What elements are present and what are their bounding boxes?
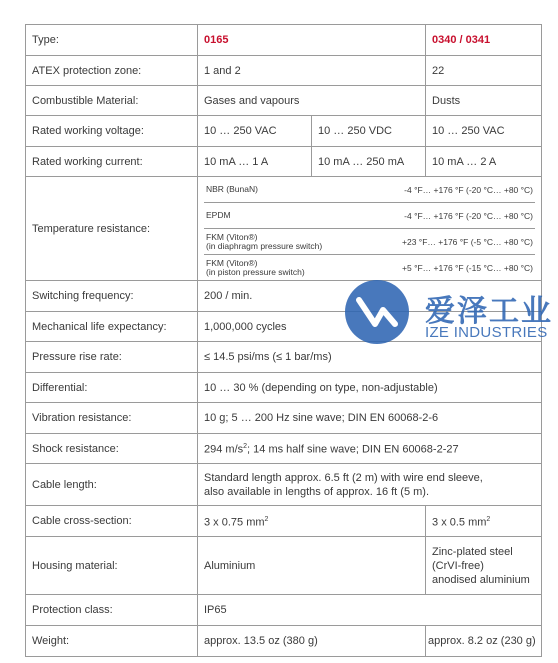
row-cable-length	[26, 464, 542, 506]
temp-material: EPDM	[206, 210, 231, 220]
cell-value: 3 x 0.5 $mm^2$	[426, 506, 542, 537]
row-label: Vibration resistance:	[26, 403, 198, 434]
row-label: ATEX protection zone:	[26, 56, 198, 86]
cell-value: approx. 13.5 oz (380 g)	[198, 626, 426, 657]
cell-value: 10 … 250 VDC	[312, 116, 426, 147]
temp-range: -4 °F… +176 °F (-20 °C… +80 °C)	[404, 184, 534, 195]
row-differential	[26, 373, 542, 403]
cell-value: Gases and vapours	[198, 86, 426, 116]
cell-value: 1 and 2	[198, 56, 426, 86]
row-label: Rated working voltage:	[26, 116, 198, 147]
cell-value: 22	[426, 56, 542, 86]
cell-value: Standard length approx. 6.5 ft (2 m) with wire end sleeve, also available in lengths of approx. 16 ft (5 m).	[198, 464, 542, 506]
cell-value: 3 x 0.75 $mm^2$	[198, 506, 426, 537]
cell-value: 10 mA … 250 mA	[312, 147, 426, 177]
temp-material: NBR (BunaN)	[206, 184, 258, 194]
cell-value: ≤ 14.5 psi/ms (≤ 1 bar/ms)	[198, 342, 542, 373]
row-housing	[26, 537, 542, 595]
row-cross-section	[26, 506, 542, 537]
row-label: Housing material:	[26, 537, 198, 595]
row-shock	[26, 434, 542, 464]
temperature-grid	[198, 177, 542, 281]
type-0165: 0165	[198, 25, 426, 56]
row-label: Rated working current:	[26, 147, 198, 177]
cell-value: Zinc-plated steel (CrVI-free) anodised aluminium	[426, 537, 542, 595]
row-label: Differential:	[26, 373, 198, 403]
cell-value: 10 g; 5 … 200 Hz sine wave; DIN EN 60068-2-6	[198, 403, 542, 434]
row-protection	[26, 595, 542, 626]
row-label: Combustible Material:	[26, 86, 198, 116]
watermark-en: IZE INDUSTRIES	[425, 324, 548, 341]
row-label: Switching frequency:	[26, 281, 198, 312]
row-temperature	[26, 177, 542, 281]
type-0340: 0340 / 0341	[426, 25, 542, 56]
row-vibration	[26, 403, 542, 434]
temp-item	[204, 255, 535, 280]
row-label: Shock resistance:	[26, 434, 198, 464]
watermark-logo	[345, 280, 553, 355]
temp-material: FKM (Viton®)	[206, 231, 258, 242]
cell-value: 10 … 250 VAC	[198, 116, 312, 147]
cell-value: IP65	[198, 595, 542, 626]
cell-value: 10 mA … 2 A	[426, 147, 542, 177]
row-label: Pressure rise rate:	[26, 342, 198, 373]
row-label: Weight:	[26, 626, 198, 657]
row-current	[26, 147, 542, 177]
row-atex	[26, 56, 542, 86]
cell-value: 200 / min.	[198, 281, 542, 312]
temp-note: (in piston pressure switch)	[206, 266, 305, 277]
row-label: Cable cross-section:	[26, 506, 198, 537]
watermark-cn: 爱泽工业	[425, 295, 553, 328]
temp-item	[204, 177, 535, 203]
temp-material: FKM (Viton®)	[206, 257, 258, 268]
row-label: Cable length:	[26, 464, 198, 506]
cell-value: 10 … 30 % (depending on type, non-adjustable)	[198, 373, 542, 403]
cell-value: Dusts	[426, 86, 542, 116]
row-combustible	[26, 86, 542, 116]
cell-value: 294 $m/s^2$; 14 ms half sine wave; DIN EN 60068-2-27	[198, 434, 542, 464]
row-type	[26, 25, 542, 56]
row-label: Protection class:	[26, 595, 198, 626]
row-voltage	[26, 116, 542, 147]
cell-value: Aluminium	[198, 537, 426, 595]
temp-range: -4 °F… +176 °F (-20 °C… +80 °C)	[404, 210, 534, 221]
logo-mark-icon	[345, 280, 409, 344]
temp-note: (in diaphragm pressure switch)	[206, 240, 323, 251]
row-label: Mechanical life expectancy:	[26, 312, 198, 342]
cell-value: approx. 8.2 oz (230 g)	[426, 626, 542, 657]
cell-value: 10 … 250 VAC	[426, 116, 542, 147]
row-weight	[26, 626, 542, 657]
temp-item	[204, 203, 535, 229]
cell-value: 10 mA … 1 A	[198, 147, 312, 177]
temp-range: +23 °F… +176 °F (-5 °C… +80 °C)	[402, 236, 534, 247]
row-label: Type:	[26, 25, 198, 56]
temp-item	[204, 229, 535, 255]
cell-value: 1,000,000 cycles	[198, 312, 542, 342]
row-label: Temperature resistance:	[26, 177, 198, 281]
temp-range: +5 °F… +176 °F (-15 °C… +80 °C)	[402, 262, 534, 273]
